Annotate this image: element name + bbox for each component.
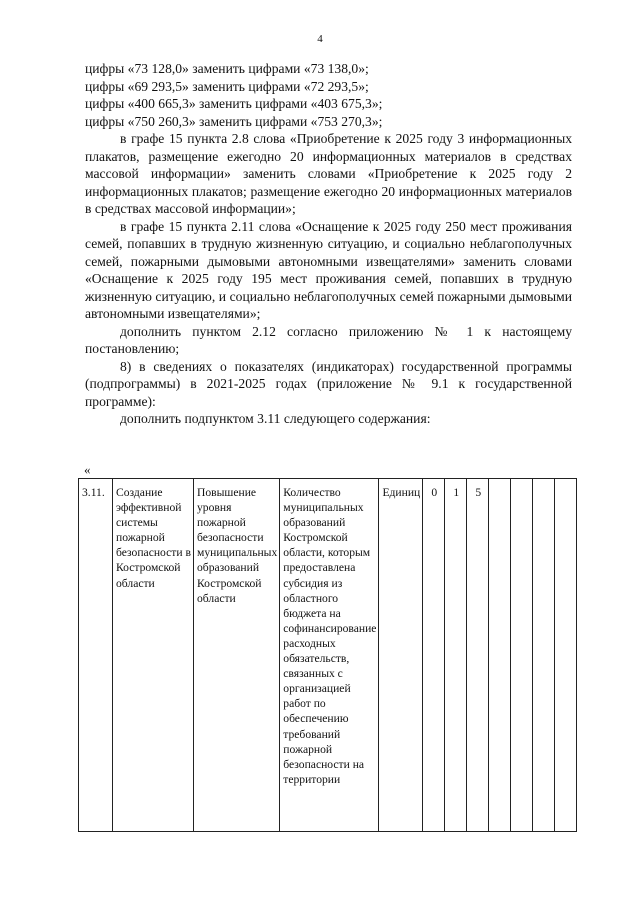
opening-quote: « [84, 462, 91, 477]
paragraph: цифры «400 665,3» заменить цифрами «403 675,3»; [85, 96, 383, 111]
page-number: 4 [317, 33, 323, 45]
row-value-5 [511, 479, 533, 832]
row-value-7 [555, 479, 577, 832]
document-body [85, 60, 572, 428]
paragraph: дополнить подпунктом 3.11 следующего содержания: [120, 411, 431, 426]
row-value-3: 5 [467, 479, 489, 832]
paragraph: дополнить пунктом 2.12 согласно приложению № 1 к настоящему постановлению; [85, 323, 572, 356]
row-number: 3.11. [79, 479, 113, 832]
row-value-6 [533, 479, 555, 832]
row-value-1: 0 [423, 479, 445, 832]
paragraph: 8) в сведениях о показателях (индикаторах) государственной программы (подпрограммы) в 2021-2025 годах (приложение № 9.1 к государственной программе): [85, 358, 572, 409]
indicators-table [78, 478, 577, 832]
paragraph: в графе 15 пункта 2.8 слова «Приобретение к 2025 году 3 информационных плакатов, размещение ежегодно 20 информационных материалов в средствах массовой информации» заменить словами «Приобретение к 2025 году 2 информационных плакатов; размещение ежегодно 20 информационных материалов в средствах массовой информации»; [85, 131, 572, 216]
table-row [79, 479, 577, 832]
row-unit: Единиц [379, 479, 423, 832]
paragraph: в графе 15 пункта 2.11 слова «Оснащение к 2025 году 250 мест проживания семей, попавших в трудную жизненную ситуацию, и социально неблагополучных семей, пожарными дымовыми автономными извещателями» заменить словами «Оснащение к 2025 году 195 мест проживания семей, попавших в трудную жизненную ситуацию, и социально неблагополучных семей пожарными дымовыми автономными извещателями»; [85, 218, 572, 321]
row-value-2: 1 [445, 479, 467, 832]
paragraph: цифры «69 293,5» заменить цифрами «72 293,5»; [85, 78, 369, 94]
row-value-4 [489, 479, 511, 832]
paragraph: цифры «750 260,3» заменить цифрами «753 270,3»; [85, 113, 383, 129]
row-name: Создание эффективной системы пожарной безопасности в Костромской области [113, 479, 194, 832]
row-goal: Повышение уровня пожарной безопасности муниципальных образований Костромской области [194, 479, 280, 832]
paragraph: цифры «73 128,0» заменить цифрами «73 138,0»; [85, 61, 369, 76]
row-indicator: Количество муниципальных образований Костромской области, которым предоставлена субсидия из областного бюджета на софинансирование расходных обязательств, связанных с организацией работ по обеспечению требований пожарной безопасности на территории [280, 479, 379, 832]
